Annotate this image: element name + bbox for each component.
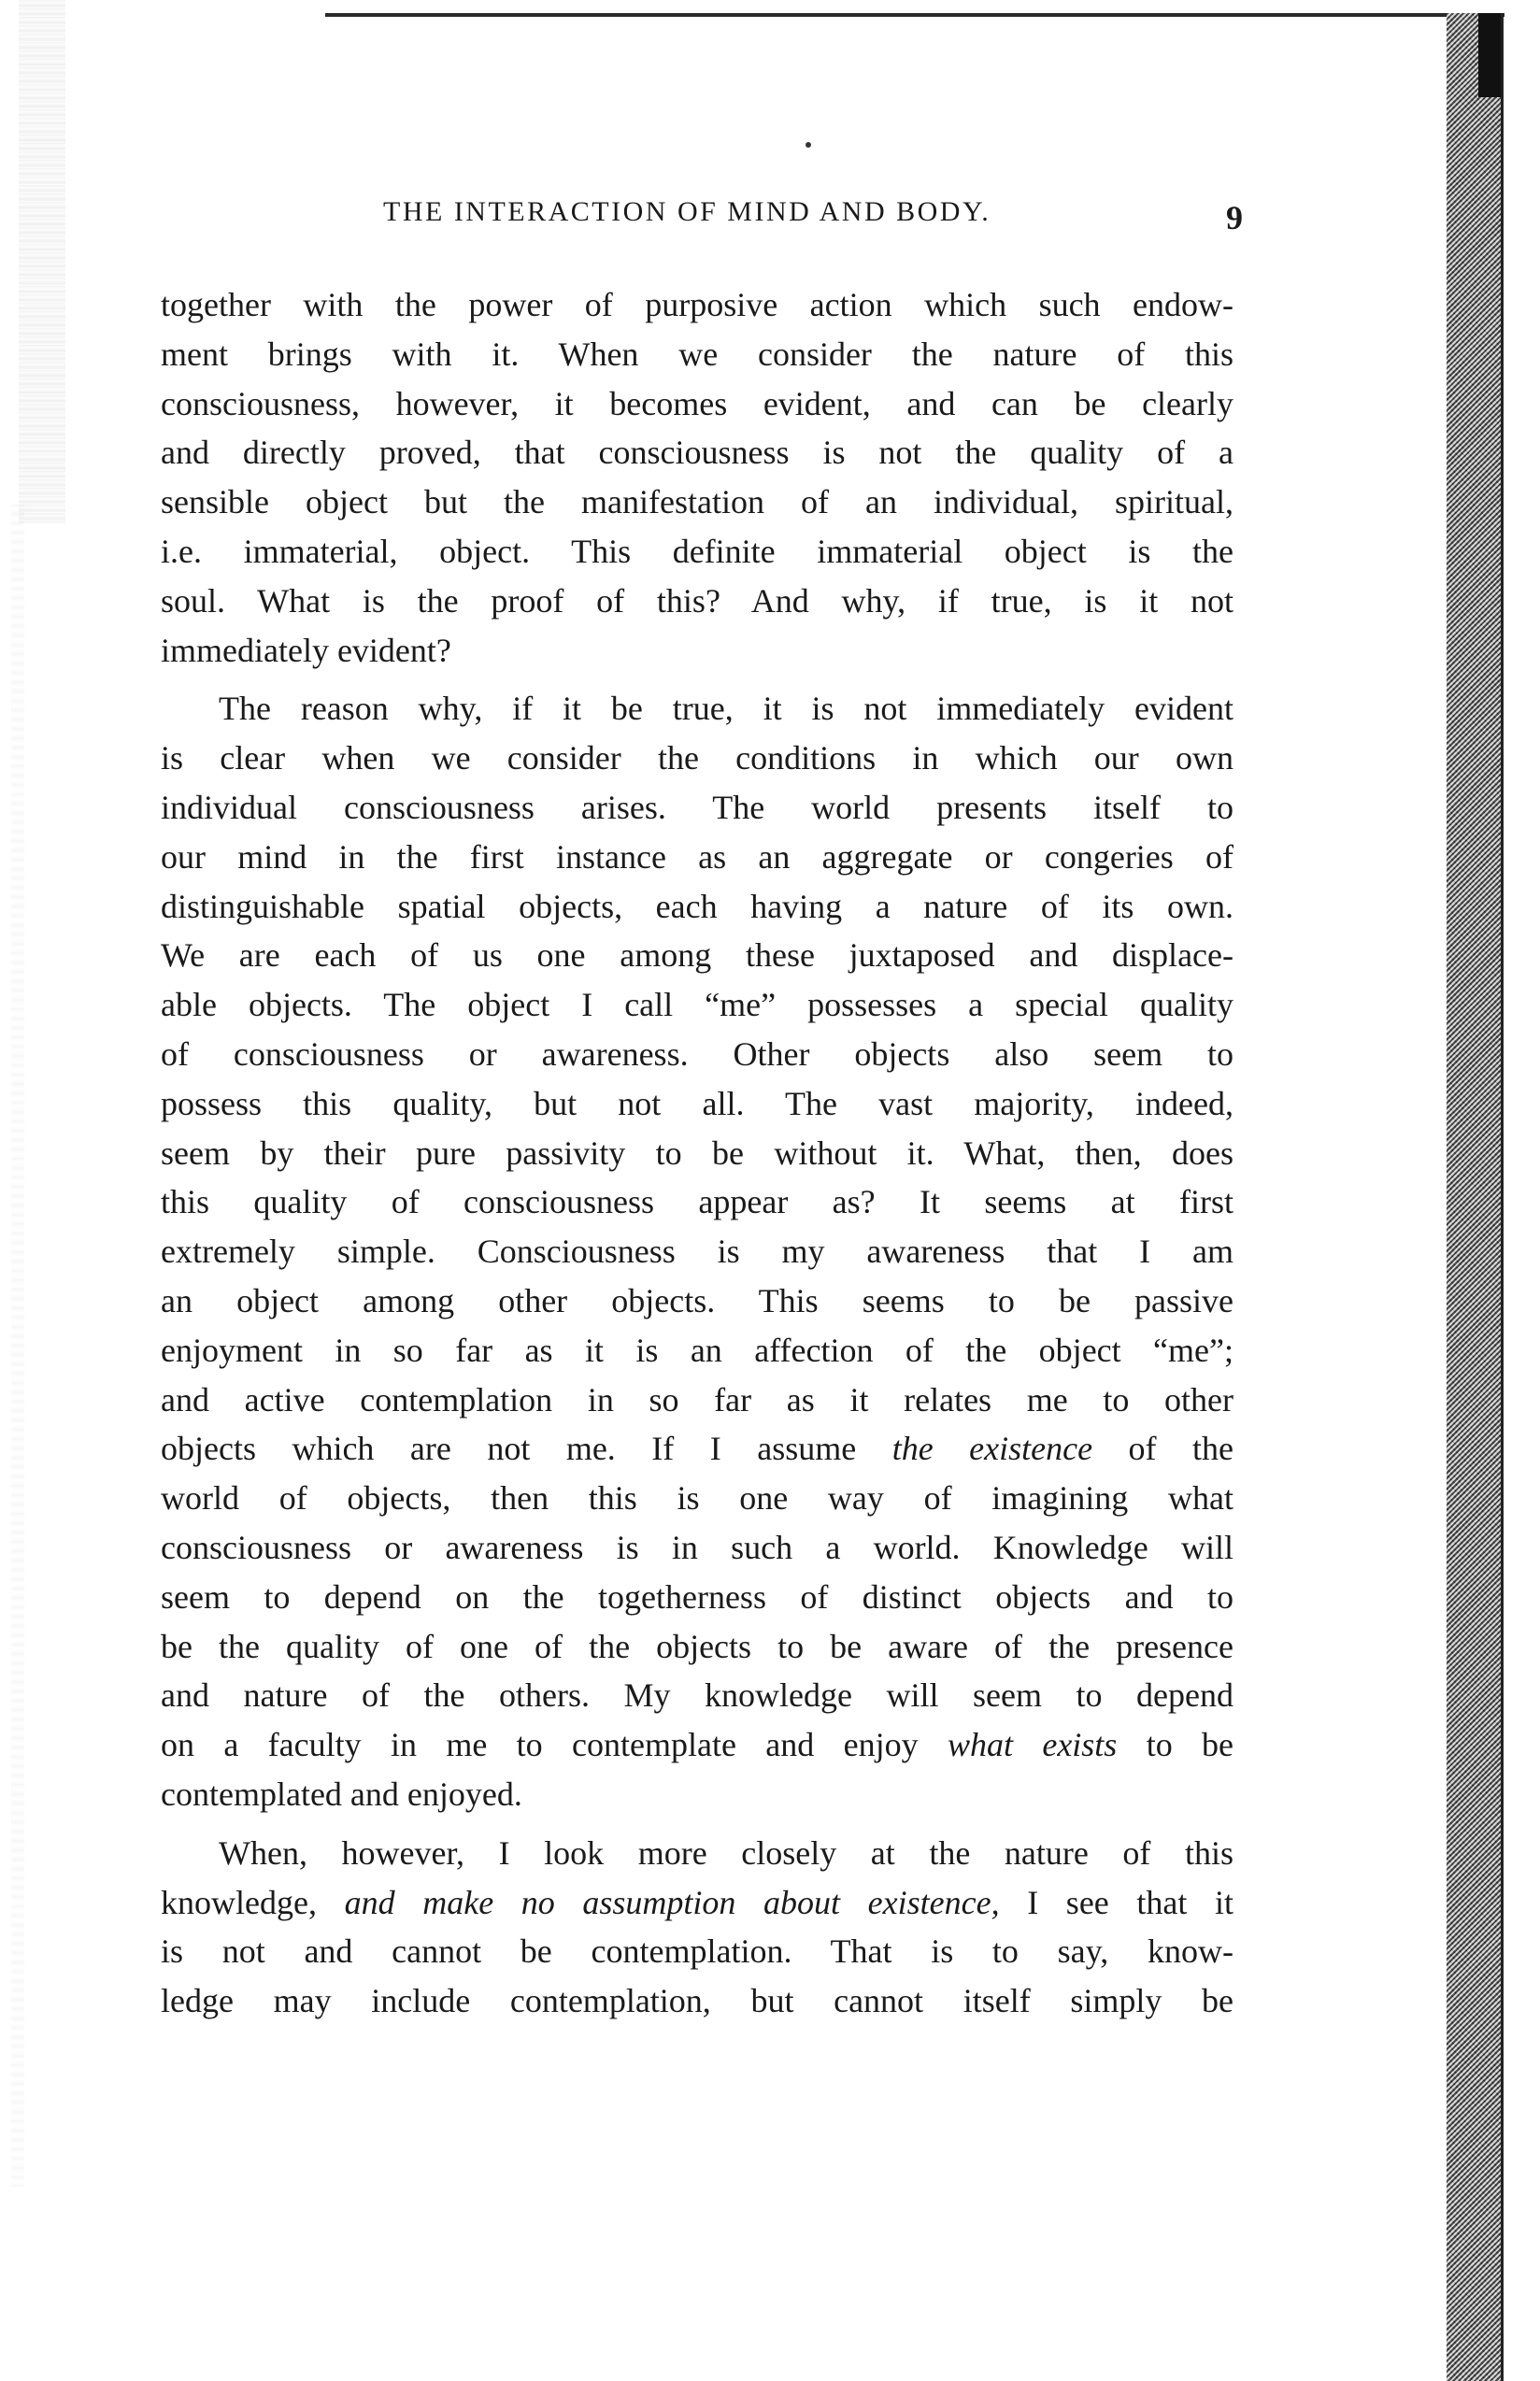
text-line: and directly proved, that consciousness is not the quality of a [161,434,1233,472]
text-line: We are each of us one among these juxtaposed and displace- [161,936,1233,975]
text-line: together with the power of purposive action which such endow- [161,286,1233,323]
text-line: When, however, I look more closely at the nature of this [219,1833,1233,1872]
scan-margin-artifact [19,0,65,523]
text-line: soul. What is the proof of this? And why, if true, is it not [161,581,1233,620]
text-line: is clear when we consider the conditions in which our own [161,739,1233,777]
text-line: consciousness, however, it becomes evident, and can be clearly [161,384,1233,422]
text-segment: to be [1146,1726,1234,1764]
text-segment: knowledge, [161,1883,317,1921]
text-segment: I see that it [1027,1883,1234,1921]
text-line: able objects. The object I call “me” possesses a special quality [161,986,1233,1024]
page-top-edge [325,13,1504,17]
text-line: ledge may include contemplation, but cannot itself simply be [161,1982,1233,2020]
italic-phrase: what exists [947,1726,1118,1764]
text-segment: of the [1128,1430,1233,1468]
text-segment: on a faculty in me to contemplate and enjoy [161,1726,919,1764]
text-line: ment brings with it. When we consider the nature of this [161,335,1233,373]
text-line: be the quality of one of the objects to be aware of the presence [161,1627,1233,1665]
text-line [161,1424,1233,1474]
text-line: and active contemplation in so far as it relates me to other [161,1380,1233,1419]
text-line: sensible object but the manifestation of an individual, spiritual, [161,483,1233,521]
text-line: individual consciousness arises. The world presents itself to [161,788,1233,826]
text-line [161,1720,1233,1770]
paragraph-gap [161,675,1233,684]
text-line: consciousness or awareness is in such a world. Knowledge will [161,1528,1233,1566]
page-binding-edge [1447,13,1501,2381]
text-line: The reason why, if it be true, it is not immediately evident [219,690,1233,728]
text-segment: objects which are not me. If I assume [161,1430,857,1468]
text-line: an object among other objects. This seems to be passive [161,1281,1233,1319]
italic-phrase: and make no assumption about existence, [344,1883,1000,1921]
text-line: enjoyment in so far as it is an affection of the object “me”; [161,1331,1233,1369]
text-line: distinguishable spatial objects, each having a nature of its own. [161,887,1233,925]
text-line: our mind in the first instance as an aggregate or congeries of [161,837,1233,876]
text-line: seem to depend on the togetherness of distinct objects and to [161,1577,1233,1616]
text-line: extremely simple. Consciousness is my awareness that I am [161,1233,1233,1271]
text-line: of consciousness or awareness. Other objects also seem to [161,1034,1233,1073]
text-line: immediately evident? [161,631,451,669]
text-line: is not and cannot be contemplation. That is to say, know- [161,1932,1233,1971]
body-text [161,280,1233,2026]
text-line: i.e. immaterial, object. This definite immaterial object is the [161,532,1233,570]
page-header [159,196,1243,243]
text-line: contemplated and enjoyed. [161,1775,522,1813]
running-title: THE INTERACTION OF MIND AND BODY. [383,196,991,227]
page-right-border [1501,13,1504,2381]
scan-margin-artifact [11,505,24,2187]
italic-phrase: the existence [891,1430,1093,1468]
page-number: 9 [1226,199,1243,236]
text-line [161,1878,1233,1928]
text-line: and nature of the others. My knowledge will seem to depend [161,1676,1233,1715]
ink-dot [806,142,811,148]
text-line: seem by their pure passivity to be without it. What, then, does [161,1133,1233,1172]
page-binding-corner [1478,13,1501,97]
paragraph-gap [161,1819,1233,1829]
text-line: possess this quality, but not all. The vast majority, indeed, [161,1084,1233,1122]
text-line: this quality of consciousness appear as? It seems at first [161,1183,1233,1221]
text-line: world of objects, then this is one way of imagining what [161,1479,1233,1518]
